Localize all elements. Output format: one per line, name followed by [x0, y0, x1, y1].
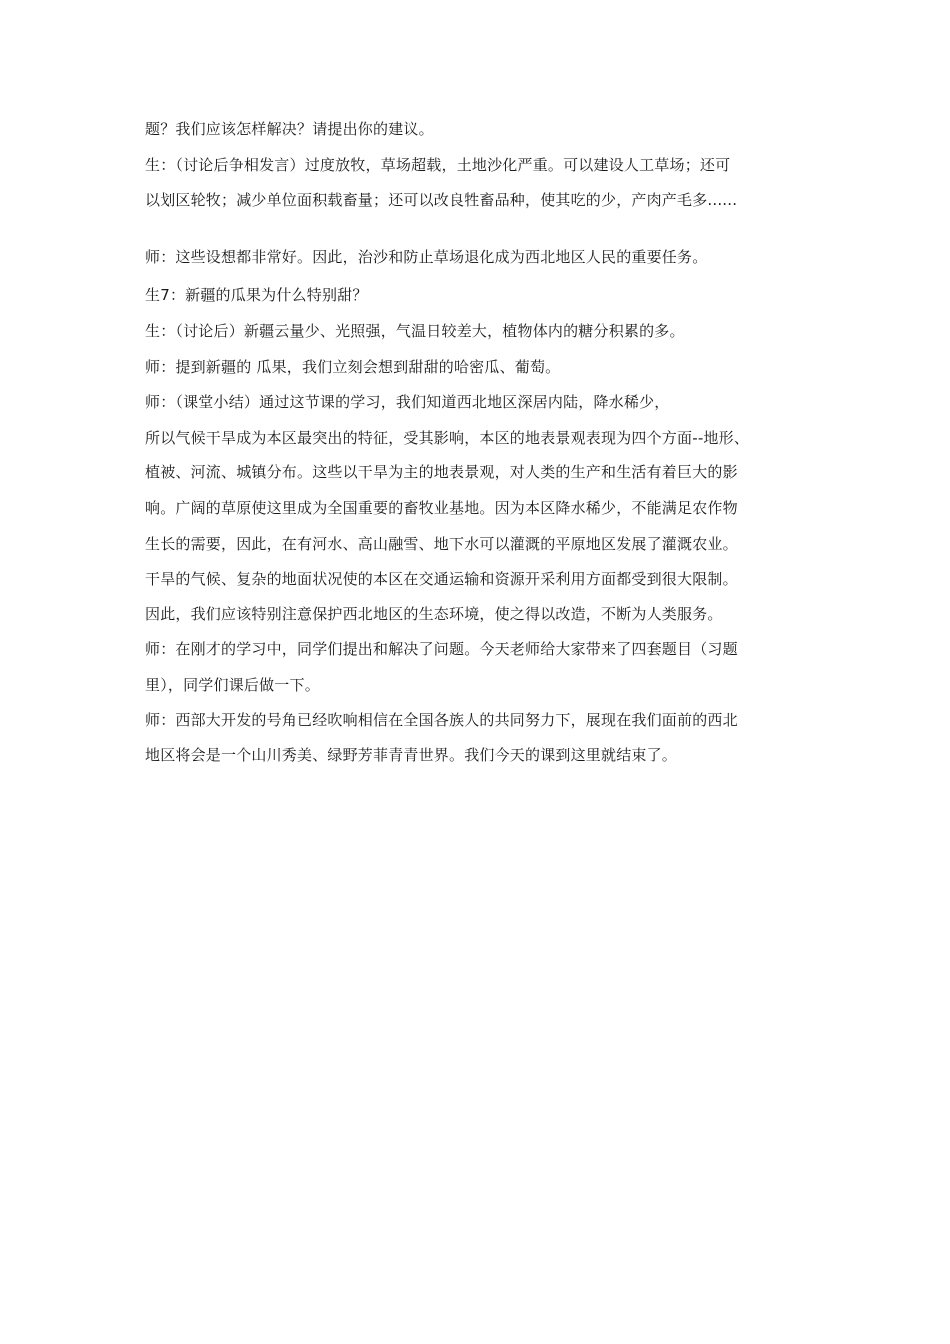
text-line: 生：（讨论后争相发言）过度放牧，草场超载，土地沙化严重。可以建设人工草场；还可 — [145, 156, 731, 174]
text-line: 师：（课堂小结）通过这节课的学习，我们知道西北地区深居内陆，降水稀少， — [145, 393, 670, 411]
text-line: 师：提到新疆的 瓜果，我们立刻会想到甜甜的哈密瓜、葡萄。 — [145, 358, 561, 376]
text-line: 师：这些设想都非常好。因此，治沙和防止草场退化成为西北地区人民的重要任务。 — [145, 248, 708, 266]
text-line: 里），同学们课后做一下。 — [145, 676, 320, 694]
text-line: 以划区轮牧；减少单位面积载畜量；还可以改良牲畜品种，使其吃的少，产肉产毛多...... — [145, 191, 738, 209]
text-line: 师：西部大开发的号角已经吹响相信在全国各族人的共同努力下，展现在我们面前的西北 — [145, 711, 738, 729]
text-line: 因此，我们应该特别注意保护西北地区的生态环境，使之得以改造，不断为人类服务。 — [145, 605, 723, 623]
text-line: 生长的需要，因此，在有河水、高山融雪、地下水可以灌溉的平原地区发展了灌溉农业。 — [145, 535, 738, 553]
text-line: 地区将会是一个山川秀美、绿野芳菲青青世界。我们今天的课到这里就结束了。 — [145, 746, 678, 764]
text-line: 植被、河流、城镇分布。这些以干旱为主的地表景观，对人类的生产和生活有着巨大的影 — [145, 463, 738, 481]
text-line: 师：在刚才的学习中，同学们提出和解决了问题。今天老师给大家带来了四套题目（习题 — [145, 640, 738, 658]
text-line: 题？我们应该怎样解决？请提出你的建议。 — [145, 120, 434, 138]
text-line: 干旱的气候、复杂的地面状况使的本区在交通运输和资源开采利用方面都受到很大限制。 — [145, 570, 738, 588]
text-line: 生7：新疆的瓜果为什么特别甜？ — [145, 286, 368, 304]
text-line: 所以气候干旱成为本区最突出的特征，受其影响，本区的地表景观表现为四个方面--地形、 — [145, 429, 750, 447]
text-line: 响。广阔的草原使这里成为全国重要的畜牧业基地。因为本区降水稀少，不能满足农作物 — [145, 499, 738, 517]
text-line: 生：（讨论后）新疆云量少、光照强，气温日较差大，植物体内的糖分积累的多。 — [145, 322, 685, 340]
